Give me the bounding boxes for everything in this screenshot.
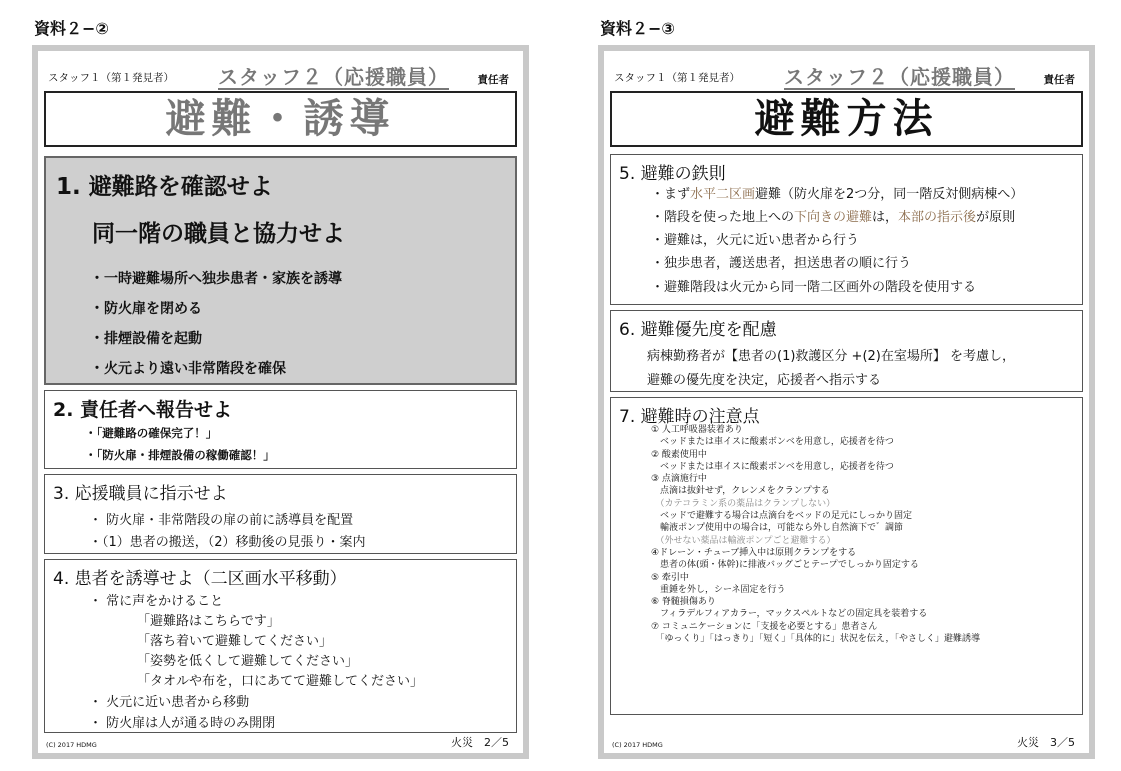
page-number: 火災 2／5 [451, 736, 509, 749]
section-2-head: 2. 責任者へ報告せよ [53, 399, 233, 421]
staff2-label: スタッフ２（応援職員） [784, 65, 1015, 89]
staff1-label: スタッフ１（第１発見者） [48, 72, 174, 84]
section-4 [44, 559, 517, 733]
section-5-item: ・避難階段は火元から同一階二区画外の階段を使用する [651, 280, 977, 295]
section-4-quote: 「姿勢を低くして避難してください」 [137, 654, 359, 669]
section-7-line: ベッドで避難する場合は点滴台をベッドの足元にしっかり固定 [651, 511, 913, 522]
section-3 [44, 474, 517, 554]
section-7-line: ⑦ コミュニケーションに「支援を必要とする」患者さん [651, 621, 878, 632]
section-7-line: フィラデルフィアカラー，マックスペルトなどの固定具を装着する [651, 609, 928, 620]
section-3-head: 3. 応援職員に指示せよ [53, 484, 228, 504]
section-5-head: 5. 避難の鉄則 [619, 164, 726, 184]
card-left [32, 45, 529, 759]
section-5-item: ・階段を使った地上への下向きの避難は，本部の指示後が原則 [651, 210, 1016, 225]
section-4-quote: 「タオルや布を，口にあてて避難してください」 [137, 674, 424, 689]
section-7-line: ② 酸素使用中 [651, 449, 707, 460]
section-7-line: （外せない薬品は輸液ポンプごと避難する） [651, 535, 836, 546]
section-6-head: 6. 避難優先度を配慮 [619, 320, 777, 340]
section-7-line: 点滴は抜針せず，クレンメをクランプする [651, 486, 830, 497]
leader-label: 責任者 [1043, 74, 1075, 86]
section-1-item: ・火元より遠い非常階段を確保 [90, 361, 286, 377]
label-left: 資料２−② [34, 19, 109, 38]
section-1 [44, 156, 517, 385]
section-5 [610, 154, 1083, 305]
section-1-item: ・排煙設備を起動 [90, 331, 202, 347]
staff2-label: スタッフ２（応援職員） [218, 65, 449, 89]
copyright: (C) 2017 HDMG [46, 741, 97, 749]
section-6 [610, 310, 1083, 392]
section-1-subhead: 同一階の職員と協力せよ [92, 221, 345, 247]
section-7-line: 重錘を外し，シーネ固定を行う [651, 584, 786, 595]
page-title: 避難・誘導 [165, 96, 396, 142]
section-5-item: ・まず水平二区画避難（防火扉を2つ分，同一階反対側病棟へ） [651, 187, 1024, 202]
page-number: 火災 3／5 [1017, 736, 1075, 749]
card-right [598, 45, 1095, 759]
section-7-line: ⑤ 牽引中 [651, 572, 689, 583]
section-7-line: （カテコラミン系の薬品はクランプしない） [651, 498, 836, 509]
section-6-line: 病棟勤務者が【患者の(1)救護区分 +(2)在室場所】 を考慮し， [647, 349, 1015, 364]
section-7-line: ベッドまたは車イスに酸素ボンベを用意し，応援者を待つ [651, 437, 894, 448]
section-4-item: ・ 常に声をかけること [89, 594, 224, 609]
section-4-head: 4. 患者を誘導せよ（二区画水平移動） [53, 569, 347, 589]
section-4-item: ・ 火元に近い患者から移動 [89, 695, 250, 710]
section-2-item: ・「避難路の確保完了！」 [85, 426, 218, 440]
section-4-quote: 「落ち着いて避難してください」 [137, 634, 333, 649]
section-2-item: ・「防火扉・排煙設備の稼働確認！」 [85, 448, 275, 462]
page-title-box [610, 91, 1083, 147]
section-6-line: 避難の優先度を決定，応援者へ指示する [647, 373, 882, 388]
section-5-item: ・避難は，火元に近い患者から行う [651, 233, 860, 248]
section-7-line: 患者の体(頭・体幹)に排液バッグごとテープでしっかり固定する [651, 560, 919, 571]
section-1-item: ・防火扉を閉める [90, 301, 202, 317]
section-4-quote: 「避難路はこちらです」 [137, 614, 280, 629]
section-1-item: ・一時避難場所へ独歩患者・家族を誘導 [90, 271, 342, 287]
section-7 [610, 397, 1083, 715]
copyright: (C) 2017 HDMG [612, 741, 663, 749]
header-right [614, 61, 1079, 91]
section-3-item: ・ 防火扉・非常階段の扉の前に誘導員を配置 [89, 513, 354, 528]
section-3-item: ・（1）患者の搬送，（2）移動後の見張り・案内 [89, 535, 366, 550]
leader-label: 責任者 [477, 74, 509, 86]
section-2 [44, 390, 517, 469]
section-7-line: 輸液ポンプ使用中の場合は，可能なら外し自然滴下で゛調節 [651, 523, 904, 534]
page-title-box [44, 91, 517, 147]
section-7-head: 7. 避難時の注意点 [619, 407, 760, 427]
section-1-head: 1. 避難路を確認せよ [56, 174, 273, 200]
section-7-line: ③ 点滴施行中 [651, 474, 707, 485]
section-7-line: ベッドまたは車イスに酸素ボンベを用意し，応援者を待つ [651, 461, 894, 472]
staff1-label: スタッフ１（第１発見者） [614, 72, 740, 84]
section-7-line: ⑥ 脊髄損傷あり [651, 597, 716, 608]
section-7-line: ① 人工呼吸器装着あり [651, 425, 743, 435]
section-7-line: 「ゆっくり」「はっきり」「短く」「具体的に」状況を伝え，「やさしく」避難誘導 [651, 634, 980, 645]
label-right: 資料２−③ [600, 19, 675, 38]
section-7-list [651, 424, 980, 645]
section-7-line: ④ドレーン・チューブ挿入中は原則クランプをする [651, 547, 857, 558]
section-5-item: ・独歩患者，護送患者，担送患者の順に行う [651, 256, 912, 271]
section-4-item: ・ 防火扉は人が通る時のみ開閉 [89, 716, 276, 731]
header-left [48, 61, 513, 91]
page-title: 避難方法 [754, 96, 939, 142]
